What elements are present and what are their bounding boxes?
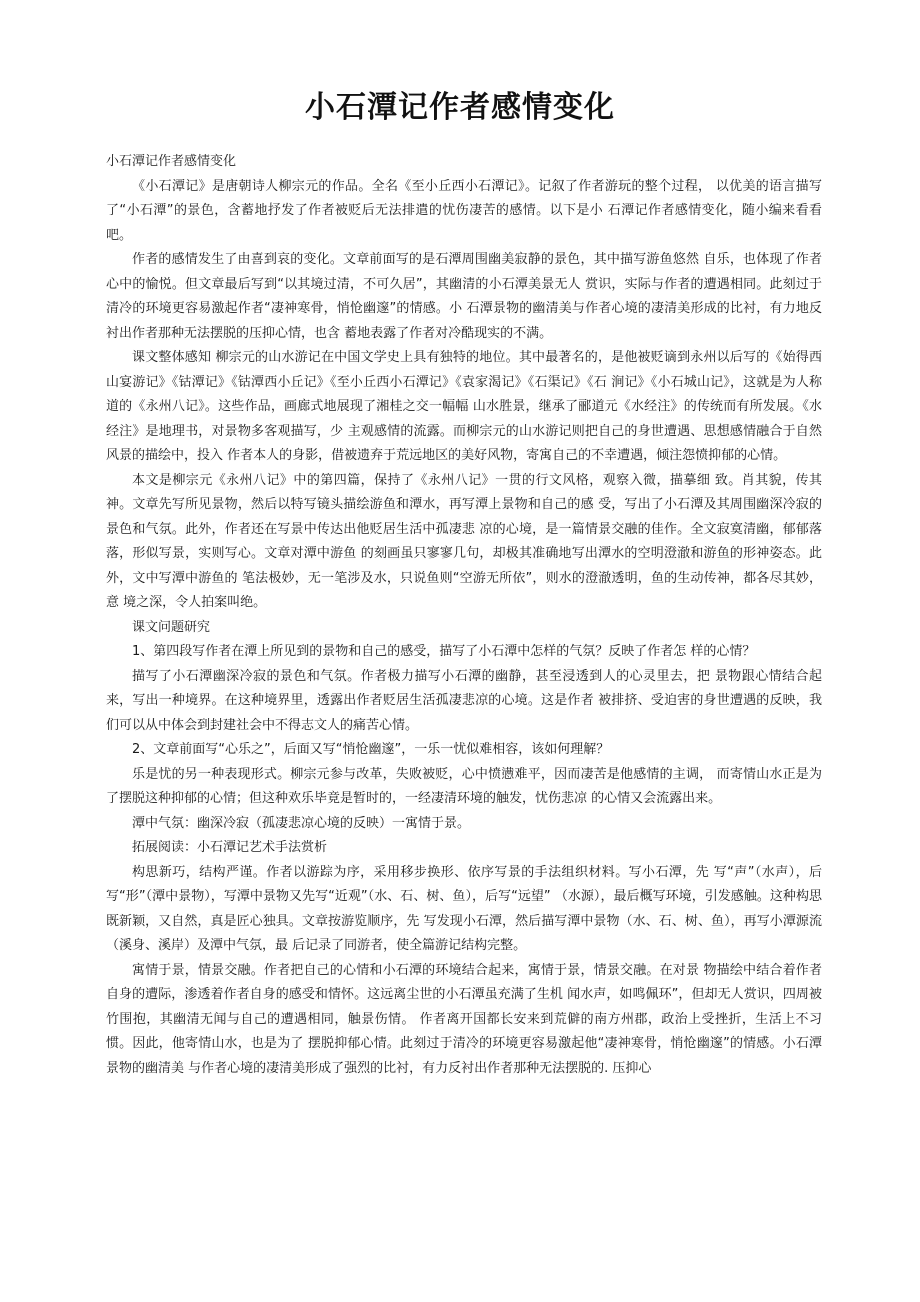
- answer-2: 乐是忧的另一种表现形式。柳宗元参与改革，失败被贬，心中愤懑难平，因而凄苦是他感情的主调， 而寄情山水正是为了摆脱这种抑郁的心情；但这种欢乐毕竟是暂时的，一经凄清环境的触发，忧伤悲凉 的心情又会流露出来。: [106, 766, 822, 806]
- section-heading-questions: 课文问题研究: [132, 619, 211, 635]
- section-heading-extended-reading: 拓展阅读：小石潭记艺术手法赏析: [132, 840, 328, 855]
- question-2: 2、文章前面写“心乐之”，后面又写“悄怆幽邃”，一乐一忧似难相容，该如何理解？: [132, 742, 610, 757]
- paragraph-structure: 构思新巧，结构严谨。作者以游踪为序，采用移步换形、依序写景的手法组织材料。写小石潭，先 写“声”（水声），后写“形”（潭中景物），写潭中景物又先写“近观”（水、石、树、鱼），后写“远望” （水源），最后概写环境，引发感触。这种构思既新颖，又自然，真是匠心独具。文章按游览顺序，先 写发现小石潭，然后描写潭中景物（水、石、树、鱼），再写小潭源流（溪身、溪岸）及潭中气氛，最 后记录了同游者，使全篇游记结构完整。: [106, 864, 822, 953]
- paragraph-emotion-change: 作者的感情发生了由喜到哀的变化。文章前面写的是石潭周围幽美寂静的景色，其中描写游鱼悠然 自乐，也体现了作者心中的愉悦。但文章最后写到“以其境过清，不可久居”，其幽清的小石潭美景无人 赏识，实际与作者的遭遇相同。此刻过于清冷的环境更容易激起作者“凄神寒骨，悄怆幽邃”的情感。小 石潭景物的幽清美与作者心境的凄清美形成的比衬，有力地反衬出作者那种无法摆脱的压抑心情，也含 蓄地表露了作者对冷酷现实的不满。: [106, 252, 822, 341]
- paragraph-text-analysis: 本文是柳宗元《永州八记》中的第四篇，保持了《永州八记》一贯的行文风格，观察入微，描摹细 致。肖其貌，传其神。文章先写所见景物，然后以特写镜头描绘游鱼和潭水，再写潭上景物和自己的感 受，写出了小石潭及其周围幽深冷寂的景色和气氛。此外，作者还在写景中传达出他贬居生活中孤凄悲 凉的心境，是一篇情景交融的佳作。全文寂寞清幽，郁郁落落，形似写景，实则写心。文章对潭中游鱼 的刻画虽只寥寥几句，却极其准确地写出潭水的空明澄澈和游鱼的形神姿态。此外，文中写潭中游鱼的 笔法极妙，无一笔涉及水，只说鱼则“空游无所依”，则水的澄澈透明，鱼的生动传神，都各尽其妙，意 境之深，令人拍案叫绝。: [106, 472, 822, 610]
- paragraph-atmosphere: 潭中气氛：幽深冷寂（孤凄悲凉心境的反映）一寓情于景。: [132, 815, 471, 831]
- document-body: [106, 150, 822, 1081]
- paragraph-intro: 《小石潭记》是唐朝诗人柳宗元的作品。全名《至小丘西小石潭记》。记叙了作者游玩的整个过程， 以优美的语言描写了“小石潭”的景色，含蓄地抒发了作者被贬后无法排遣的忧伤凄苦的感情。以下是小 石潭记作者感情变化，随小编来看看吧。: [106, 178, 822, 243]
- page-title: 小石潭记作者感情变化: [305, 90, 615, 125]
- document-subtitle: 小石潭记作者感情变化: [106, 154, 237, 169]
- paragraph-overview: 课文整体感知 柳宗元的山水游记在中国文学史上具有独特的地位。其中最著名的，是他被贬谪到永州以后写的《始得西山宴游记》《钴潭记》《钴潭西小丘记》《至小丘西小石潭记》《袁家渴记》《石渠记》《石 涧记》《小石城山记》，这就是为人称道的《永州八记》。这些作品，画廊式地展现了湘桂之交一幅幅 山水胜景，继承了郦道元《水经注》的传统而有所发展。《水经注》是地理书，对景物多客观描写，少 主观感情的流露。而柳宗元的山水游记则把自己的身世遭遇、思想感情融合于自然风景的描绘中，投入 作者本人的身影，借被遗弃于荒远地区的美好风物，寄寓自己的不幸遭遇，倾注怨愤抑郁的心情。: [106, 350, 822, 463]
- question-1: 1、第四段写作者在潭上所见到的景物和自己的感受，描写了小石潭中怎样的气氛？反映了作者怎 样的心情？: [132, 644, 756, 659]
- paragraph-emotion-scenery: 寓情于景，情景交融。作者把自己的心情和小石潭的环境结合起来，寓情于景，情景交融。在对景 物描绘中结合着作者自身的遭际，渗透着作者自身的感受和情怀。这远离尘世的小石潭虽充满了生机 闻水声，如鸣佩环”，但却无人赏识，四周被竹围抱，其幽清无闻与自己的遭遇相同，触景伤情。 作者离开国都长安来到荒僻的南方州郡，政治上受挫折，生活上不习惯。因此，他寄情山水，也是为了 摆脱抑郁心情。此刻过于清冷的环境更容易激起他“凄神寒骨，悄怆幽邃”的情感。小石潭景物的幽清美 与作者心境的凄清美形成了强烈的比衬，有力反衬出作者那种无法摆脱的. 压抑心: [106, 962, 822, 1076]
- answer-1: 描写了小石潭幽深冷寂的景色和气氛。作者极力描写小石潭的幽静，甚至浸透到人的心灵里去，把 景物跟心情结合起来，写出一种境界。在这种境界里，透露出作者贬居生活孤凄悲凉的心境。这是作者 被排挤、受迫害的身世遭遇的反映，我们可以从中体会到封建社会中不得志文人的痛苦心情。: [106, 668, 822, 733]
